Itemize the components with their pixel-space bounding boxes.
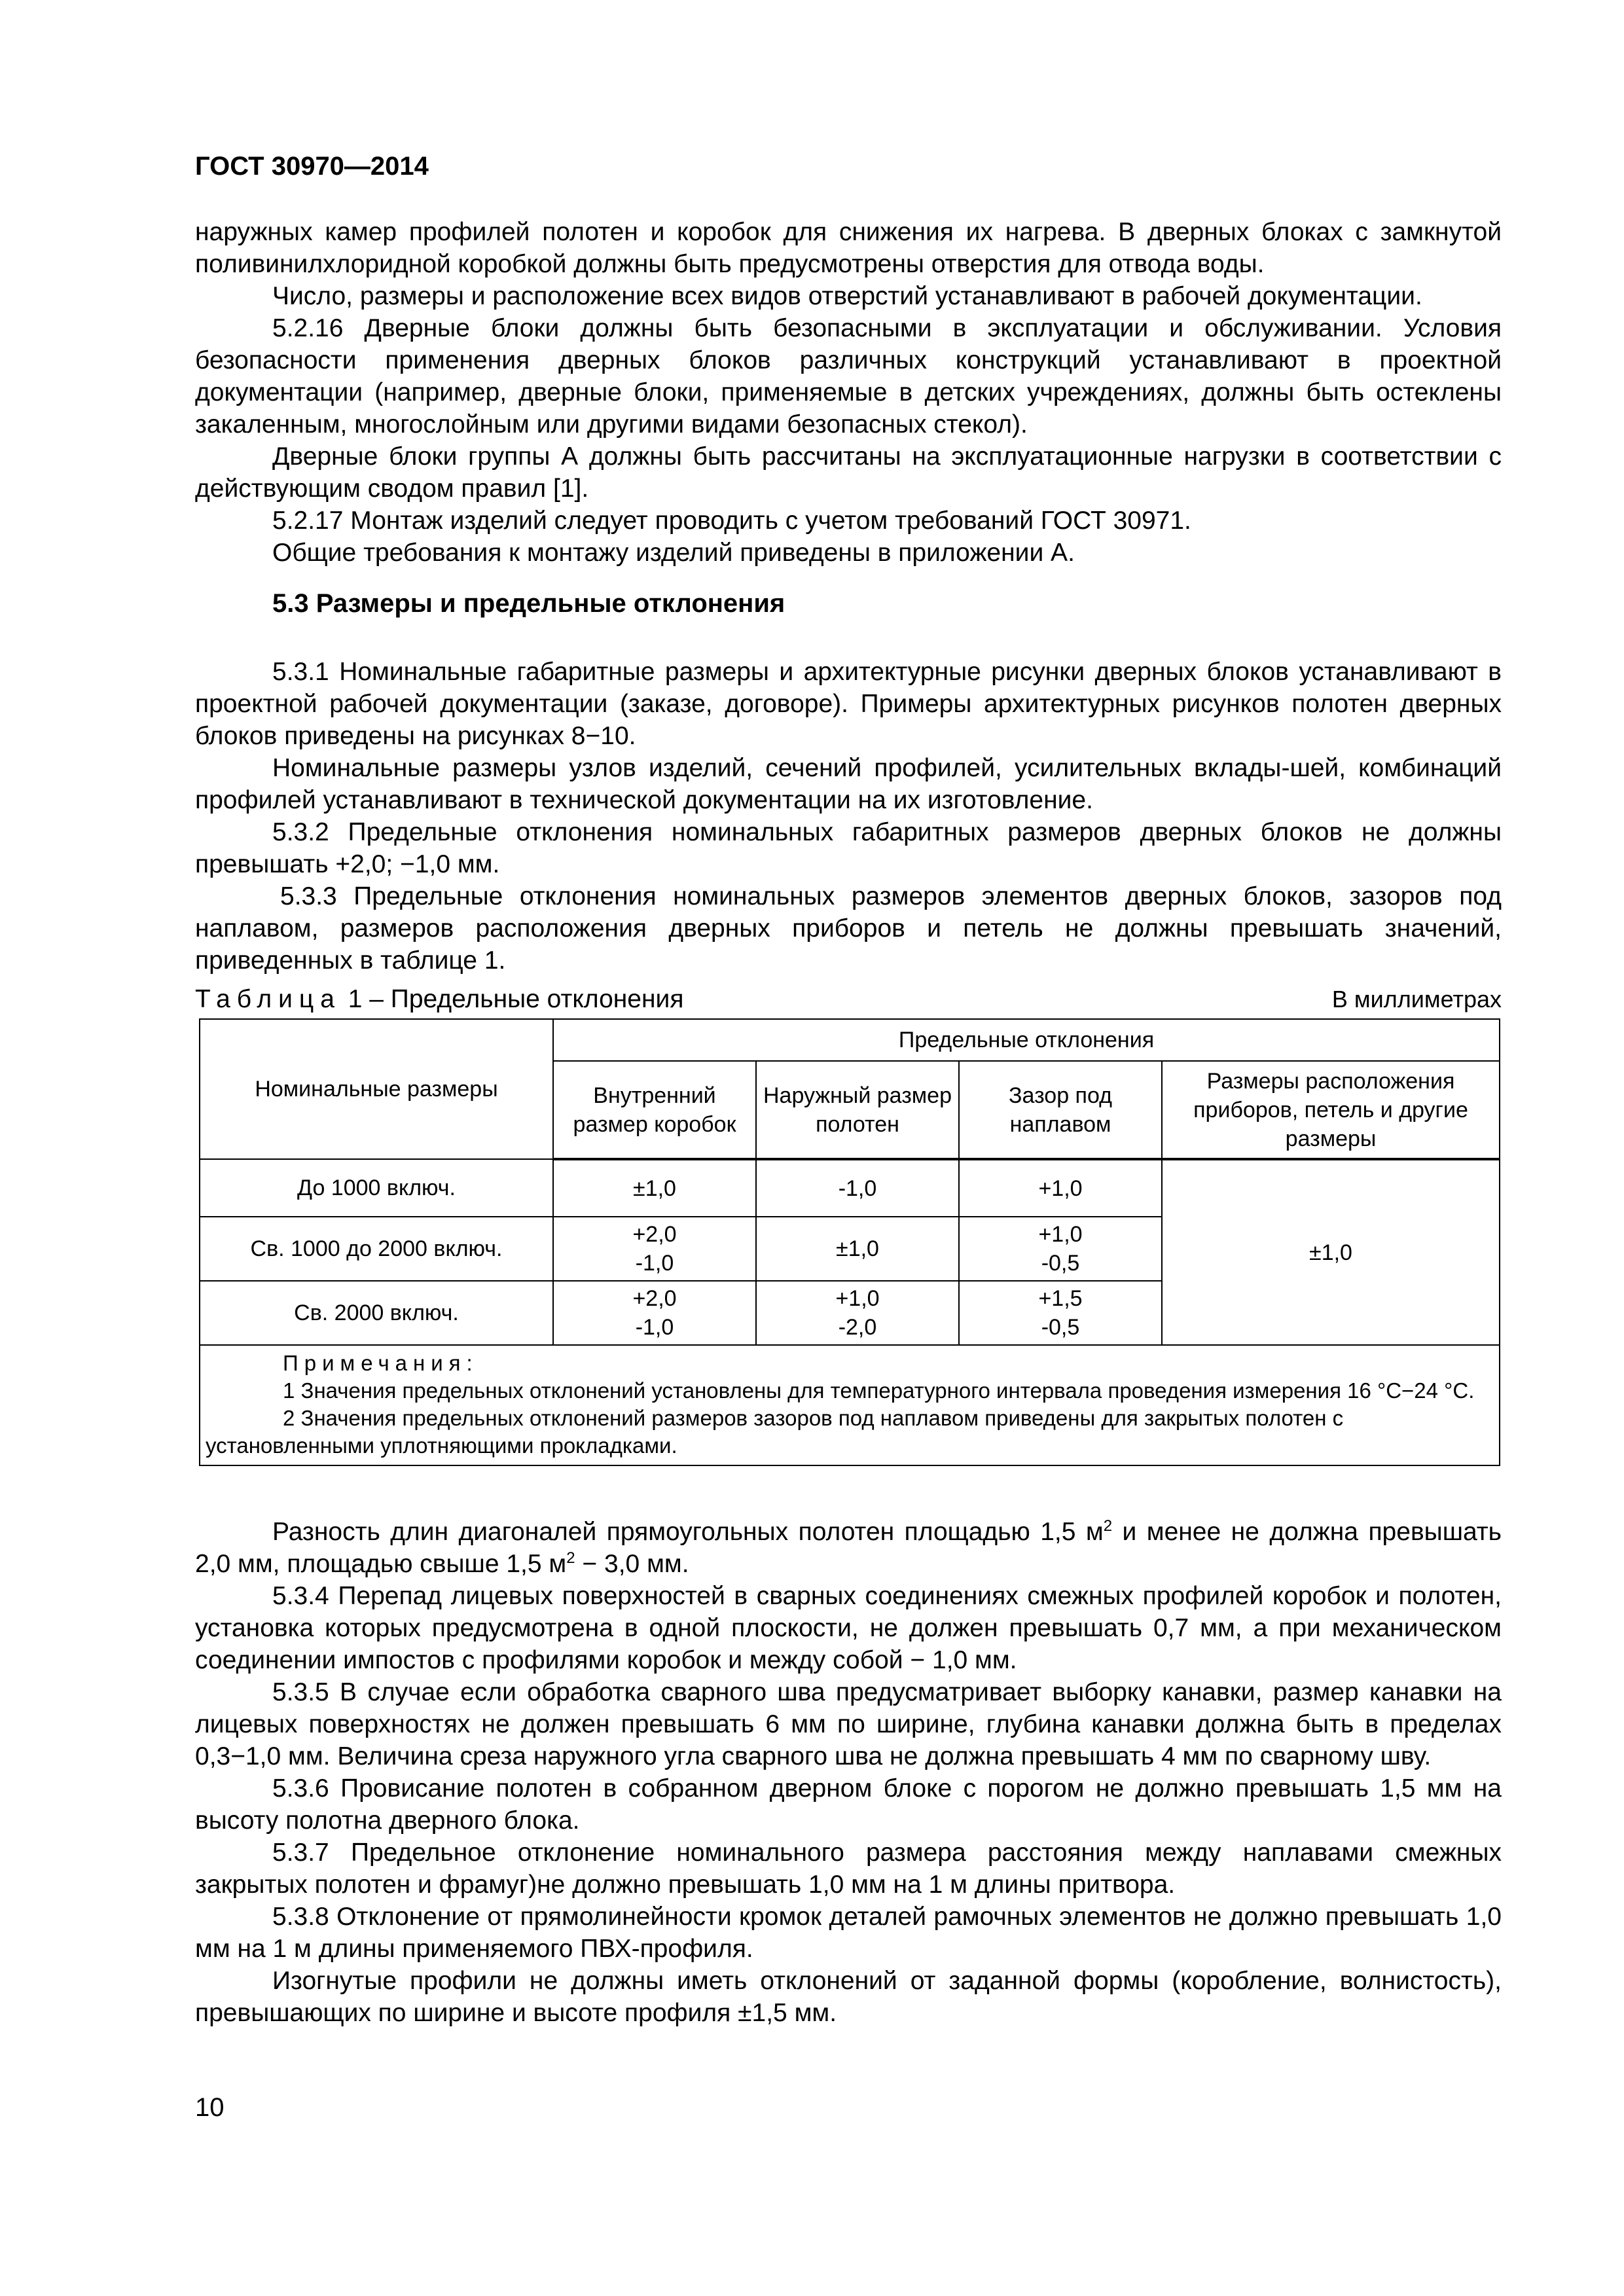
paragraph-diagonals: Разность длин диагоналей прямоугольных полотен площадью 1,5 $м^2$ и менее не должна превышать 2,0 мм, площадью свыше 1,5 $м^2 - 3,0$ мм.	[195, 1517, 1502, 1578]
cell-inner: ±1,0	[553, 1159, 756, 1217]
paragraph: 5.3.3 Предельные отклонения номинальных размеров элементов дверных блоков, зазоров под наплавом, размеров расположения дверных приборов и петель не должны превышать значений, приведенных в таблице 1.	[195, 882, 1502, 975]
notes-title: Примечания:	[283, 1351, 478, 1375]
cell-outer: +1,0 -2,0	[756, 1281, 959, 1345]
cell-gap: +1,0	[959, 1159, 1162, 1217]
paragraph: 5.3.5 В случае если обработка сварного шва предусматривает выборку канавки, размер канавки на лицевых поверхностях не должен превышать 6 мм по ширине, глубина канавки должна быть в пределах 0,3−1,0 мм. Величина среза наружного угла сварного шва не должна превышать 4 мм по сварному шву.	[195, 1678, 1502, 1770]
paragraph: 5.2.17 Монтаж изделий следует проводить с учетом требований ГОСТ 30971.	[272, 507, 1191, 535]
table-units: В миллиметрах	[1331, 986, 1502, 1013]
paragraph: наружных камер профилей полотен и коробок для снижения их нагрева. В дверных блоках с замкнутой поливинилхлоридной коробкой должны быть предусмотрены отверстия для отвода воды.	[195, 218, 1502, 278]
text-block-middle	[195, 656, 1502, 977]
cell-gap: +1,5 -0,5	[959, 1281, 1162, 1345]
section-title: 5.3 Размеры и предельные отклонения	[272, 589, 785, 618]
cell-outer: -1,0	[756, 1159, 959, 1217]
header-gap: Зазор под наплавом	[959, 1061, 1162, 1159]
paragraph: Номинальные размеры узлов изделий, сечений профилей, усилительных вклады-шей, комбинаций профилей устанавливают в технической документации на их изготовление.	[195, 754, 1502, 814]
note-1: 1 Значения предельных отклонений установлены для температурного интервала проведения измерения 16 °С−24 °С.	[283, 1378, 1475, 1403]
cell-inner: +2,0 -1,0	[553, 1217, 756, 1281]
paragraph: 5.3.4 Перепад лицевых поверхностей в сварных соединениях смежных профилей коробок и полотен, установка которых предусмотрена в одной плоскости, не должен превышать 0,7 мм, а при механическом соединении импостов с профилями коробок и между собой − 1,0 мм.	[195, 1582, 1502, 1674]
paragraph: Общие требования к монтажу изделий приведены в приложении А.	[272, 539, 1075, 567]
paragraph: 5.3.8 Отклонение от прямолинейности кромок деталей рамочных элементов не должно превышать 1,0 мм на 1 м длины применяемого ПВХ-профиля.	[195, 1903, 1502, 1963]
cell-outer: ±1,0	[756, 1217, 959, 1281]
header-outer: Наружный размер полотен	[756, 1061, 959, 1159]
cell-inner: +2,0 -1,0	[553, 1281, 756, 1345]
paragraph: 5.3.7 Предельное отклонение номинального размера расстояния между наплавами смежных закрытых полотен и фрамуг)не должно превышать 1,0 мм на 1 м длины притвора.	[195, 1839, 1502, 1899]
paragraph: Изогнутые профили не должны иметь отклонений от заданной формы (коробление, волнистость), превышающих по ширине и высоте профиля ±1,5 мм.	[195, 1967, 1502, 2027]
paragraph: Число, размеры и расположение всех видов отверстий устанавливают в рабочей документации.	[272, 282, 1422, 310]
paragraph: Дверные блоки группы А должны быть рассчитаны на эксплуатационные нагрузки в соответствии с действующим сводом правил [1].	[195, 442, 1502, 503]
text-block-top	[195, 216, 1502, 569]
deviation-table	[199, 1018, 1500, 1466]
header-nominal: Номинальные размеры	[200, 1019, 553, 1159]
header-group: Предельные отклонения	[553, 1019, 1500, 1061]
table-caption: Таблица 1 – Предельные отклонения	[195, 985, 684, 1013]
paragraph: 5.2.16 Дверные блоки должны быть безопасными в эксплуатации и обслуживании. Условия безопасности применения дверных блоков различных конструкций устанавливают в проектной документации (например, дверные блоки, применяемые в детских учреждениях, должны быть остеклены закаленным, многослойным или другими видами безопасных стекол).	[195, 314, 1502, 439]
paragraph: 5.3.2 Предельные отклонения номинальных габаритных размеров дверных блоков не должны превышать +2,0; −1,0 мм.	[195, 818, 1502, 878]
note-2: 2 Значения предельных отклонений размеров зазоров под наплавом приведены для закрытых полотен с установленными уплотняющими прокладками.	[206, 1406, 1344, 1458]
header-inner: Внутренний размер коробок	[553, 1061, 756, 1159]
cell-nominal: Св. 1000 до 2000 включ.	[200, 1217, 553, 1281]
document-header: ГОСТ 30970—2014	[195, 152, 429, 181]
table-row	[200, 1159, 1500, 1217]
header-location: Размеры расположения приборов, петель и другие размеры	[1162, 1061, 1500, 1159]
cell-gap: +1,0 -0,5	[959, 1217, 1162, 1281]
cell-nominal: До 1000 включ.	[200, 1159, 553, 1217]
paragraph: 5.3.1 Номинальные габаритные размеры и архитектурные рисунки дверных блоков устанавливают в проектной рабочей документации (заказе, договоре). Примеры архитектурных рисунков полотен дверных блоков приведены на рисунках 8−10.	[195, 658, 1502, 750]
page-number: 10	[195, 2093, 225, 2122]
paragraph: 5.3.6 Провисание полотен в собранном дверном блоке с порогом не должно превышать 1,5 мм на высоту полотна дверного блока.	[195, 1774, 1502, 1835]
text-block-bottom	[195, 1516, 1502, 2029]
cell-nominal: Св. 2000 включ.	[200, 1281, 553, 1345]
table-notes	[200, 1345, 1500, 1465]
cell-location: ±1,0	[1162, 1159, 1500, 1345]
table-caption-row	[195, 984, 1502, 1014]
